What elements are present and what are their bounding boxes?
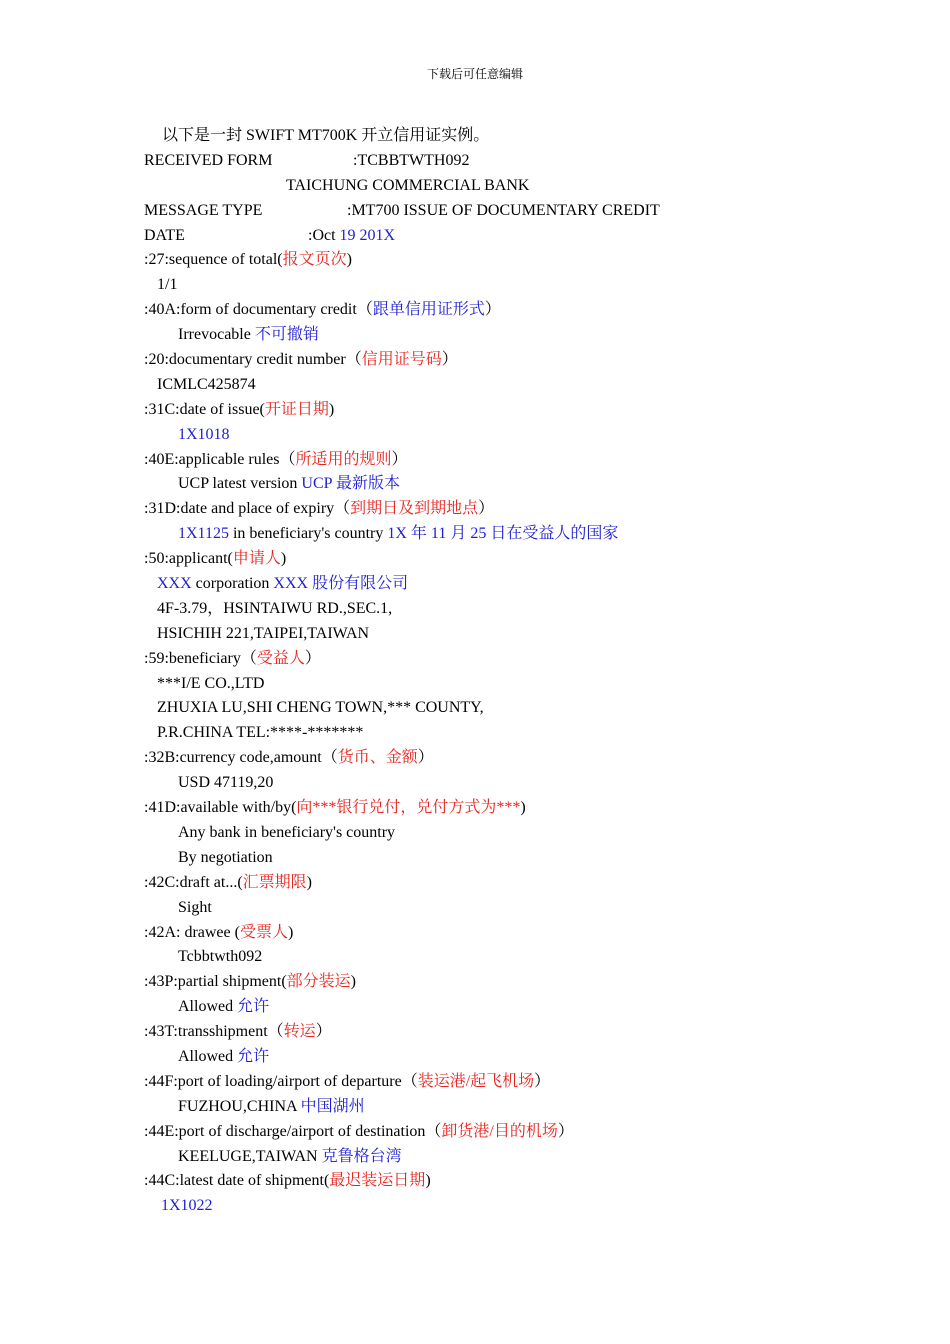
date-value: 19 201X xyxy=(339,226,396,244)
field-value-text: Any bank in beneficiary's country xyxy=(178,823,396,841)
field-value-line xyxy=(144,373,844,398)
field-tag-close: ) xyxy=(520,799,526,817)
field-tag-close: ） xyxy=(417,749,434,767)
received-form-value: :TCBBTWTH092 xyxy=(353,151,470,169)
field-tag-line xyxy=(144,970,844,995)
field-tag-close: ） xyxy=(534,1072,551,1090)
field-tag: :42A: drawee ( xyxy=(144,923,240,941)
field-value-text: Allowed xyxy=(178,1047,238,1065)
field-value-line xyxy=(144,1095,844,1120)
field-value-text: Tcbbtwth092 xyxy=(178,948,263,966)
field-tag-line xyxy=(144,547,844,572)
field-value-text: HSICHIH 221,TAIPEI,TAIWAN xyxy=(157,624,370,642)
field-value-text: 1/1 xyxy=(157,276,178,294)
field-tag-line xyxy=(144,448,844,473)
field-chinese-label: 信用证号码 xyxy=(361,351,442,369)
field-value-line xyxy=(144,945,844,970)
field-tag-close: ) xyxy=(328,400,335,418)
field-tag-line xyxy=(144,921,844,946)
field-chinese-label: 受票人 xyxy=(239,923,288,941)
field-value-line xyxy=(144,572,844,597)
field-value-blue: 1X1022 xyxy=(161,1197,213,1215)
field-tag: :50:applicant( xyxy=(144,550,233,568)
field-list xyxy=(144,248,844,1219)
field-value-blue: XXX 股份有限公司 xyxy=(273,575,409,593)
field-value-blue-prefix: 1X1125 xyxy=(178,525,229,543)
field-value-line xyxy=(144,672,844,697)
field-tag: :41D:available with/by( xyxy=(144,799,297,817)
field-value-blue: 克鲁格台湾 xyxy=(321,1147,402,1165)
field-value-text: in beneficiary's country xyxy=(228,525,388,543)
field-chinese-label: 到期日及到期地点 xyxy=(350,500,479,518)
field-tag: :59:beneficiary（ xyxy=(144,649,257,667)
field-tag-close: ) xyxy=(306,873,312,891)
field-tag: :43T:transshipment（ xyxy=(144,1023,284,1041)
field-value-line xyxy=(144,1194,844,1219)
field-value-line xyxy=(144,423,844,448)
field-chinese-label: 开证日期 xyxy=(264,400,329,418)
field-chinese-label: 货币、金额 xyxy=(337,749,418,767)
field-tag-line xyxy=(144,1020,844,1045)
field-tag-close: ） xyxy=(557,1122,574,1140)
field-value-text: ***I/E CO.,LTD xyxy=(157,674,265,692)
field-tag: :40A:form of documentary credit（ xyxy=(144,301,373,319)
field-tag-line xyxy=(144,248,844,273)
field-tag-close: ） xyxy=(484,301,501,319)
field-value-line xyxy=(144,896,844,921)
field-value-line xyxy=(144,995,844,1020)
field-value-line xyxy=(144,1045,844,1070)
field-chinese-label: 报文页次 xyxy=(282,251,347,269)
date-line xyxy=(144,224,844,249)
field-chinese-label: 跟单信用证形式 xyxy=(372,301,485,319)
field-value-text: ICMLC425874 xyxy=(157,375,256,393)
field-tag: :40E:applicable rules（ xyxy=(144,450,296,468)
message-type-value: :MT700 ISSUE OF DOCUMENTARY CREDIT xyxy=(347,201,660,219)
field-tag-close: ) xyxy=(287,923,294,941)
field-value-blue: 中国湖州 xyxy=(300,1097,365,1115)
received-form-line xyxy=(144,149,844,174)
field-tag: :44E:port of discharge/airport of destination（ xyxy=(144,1122,442,1140)
field-tag-line xyxy=(144,497,844,522)
field-tag: :32B:currency code,amount（ xyxy=(144,749,338,767)
field-value-blue: 不可撤销 xyxy=(254,326,319,344)
field-value-text: Allowed xyxy=(178,998,238,1016)
field-value-line xyxy=(144,1145,844,1170)
field-value-text: KEELUGE,TAIWAN xyxy=(178,1147,322,1165)
field-tag: :42C:draft at...( xyxy=(144,873,243,891)
field-value-blue: UCP 最新版本 xyxy=(301,475,400,493)
message-type-line xyxy=(144,199,844,224)
field-tag: :20:documentary credit number（ xyxy=(144,351,362,369)
field-value-line xyxy=(144,597,844,622)
field-chinese-label: 受益人 xyxy=(256,649,305,667)
field-tag: :44F:port of loading/airport of departure（ xyxy=(144,1072,418,1090)
field-tag-close: ) xyxy=(346,251,352,269)
field-value-text: USD 47119,20 xyxy=(178,774,274,792)
field-tag: :44C:latest date of shipment( xyxy=(144,1172,330,1190)
field-tag-line xyxy=(144,298,844,323)
field-tag-close: ） xyxy=(441,351,458,369)
bank-name-line: TAICHUNG COMMERCIAL BANK xyxy=(286,176,530,194)
field-value-line xyxy=(144,472,844,497)
field-tag-line xyxy=(144,871,844,896)
field-chinese-label: 部分装运 xyxy=(286,973,351,991)
field-value-blue: 允许 xyxy=(237,998,270,1016)
field-tag-line xyxy=(144,746,844,771)
swift-message-body xyxy=(144,124,844,1219)
field-value-text: Sight xyxy=(178,898,212,916)
field-value-text: FUZHOU,CHINA xyxy=(178,1097,301,1115)
field-tag-close: ) xyxy=(280,550,287,568)
field-value-text: Irrevocable xyxy=(178,326,255,344)
field-chinese-label: 申请人 xyxy=(232,550,281,568)
field-tag-close: ) xyxy=(350,973,356,991)
field-value-line xyxy=(144,696,844,721)
field-chinese-label: 卸货港/目的机场 xyxy=(441,1122,558,1140)
field-tag-close: ） xyxy=(391,450,408,468)
field-value-line xyxy=(144,771,844,796)
date-label: DATE xyxy=(144,226,185,244)
field-tag-line xyxy=(144,1120,844,1145)
field-value-line xyxy=(144,323,844,348)
field-value-line xyxy=(144,721,844,746)
field-tag-line xyxy=(144,398,844,423)
field-chinese-label: 转运 xyxy=(283,1023,316,1041)
field-value-line xyxy=(144,846,844,871)
page-header: 下载后可任意编辑 xyxy=(426,67,523,81)
field-tag: :27:sequence of total( xyxy=(144,251,283,269)
field-value-text: P.R.CHINA TEL:****-******* xyxy=(157,724,364,742)
intro-line: 以下是一封 SWIFT MT700K 开立信用证实例。 xyxy=(162,127,490,144)
field-tag: :31D:date and place of expiry（ xyxy=(144,500,351,518)
field-value-text: corporation xyxy=(191,575,274,593)
field-tag-line xyxy=(144,1169,844,1194)
field-chinese-label: 所适用的规则 xyxy=(295,450,392,468)
field-value-blue: 1X 年 11 月 25 日在受益人的国家 xyxy=(387,525,619,543)
field-tag-close: ） xyxy=(478,500,495,518)
field-chinese-label: 汇票期限 xyxy=(242,873,307,891)
field-chinese-label: 装运港/起飞机场 xyxy=(417,1072,535,1090)
received-form-label: RECEIVED FORM xyxy=(144,151,273,169)
field-value-text: ZHUXIA LU,SHI CHENG TOWN,*** COUNTY, xyxy=(157,699,484,717)
field-value-line xyxy=(144,622,844,647)
field-chinese-label: 向***银行兑付，兑付方式为*** xyxy=(296,799,521,817)
date-value-prefix: :Oct xyxy=(308,226,340,244)
field-value-text: 4F-3.79，HSINTAIWU RD.,SEC.1, xyxy=(157,599,393,617)
field-tag-close: ) xyxy=(425,1172,431,1190)
field-tag-close: ） xyxy=(315,1023,332,1041)
field-tag-line xyxy=(144,647,844,672)
field-value-blue: 1X1018 xyxy=(178,425,230,443)
message-type-label: MESSAGE TYPE xyxy=(144,201,263,219)
field-tag-line xyxy=(144,1070,844,1095)
field-value-text: UCP latest version xyxy=(178,475,302,493)
field-value-blue-prefix: XXX xyxy=(157,575,192,593)
field-tag-line xyxy=(144,348,844,373)
field-value-text: By negotiation xyxy=(178,848,273,866)
field-tag: :43P:partial shipment( xyxy=(144,973,287,991)
field-tag-close: ） xyxy=(304,649,321,667)
field-chinese-label: 最迟装运日期 xyxy=(329,1172,426,1190)
field-tag: :31C:date of issue( xyxy=(144,400,265,418)
field-value-blue: 允许 xyxy=(237,1047,270,1065)
field-value-line xyxy=(144,273,844,298)
field-tag-line xyxy=(144,796,844,821)
field-value-line xyxy=(144,522,844,547)
field-value-line xyxy=(144,821,844,846)
